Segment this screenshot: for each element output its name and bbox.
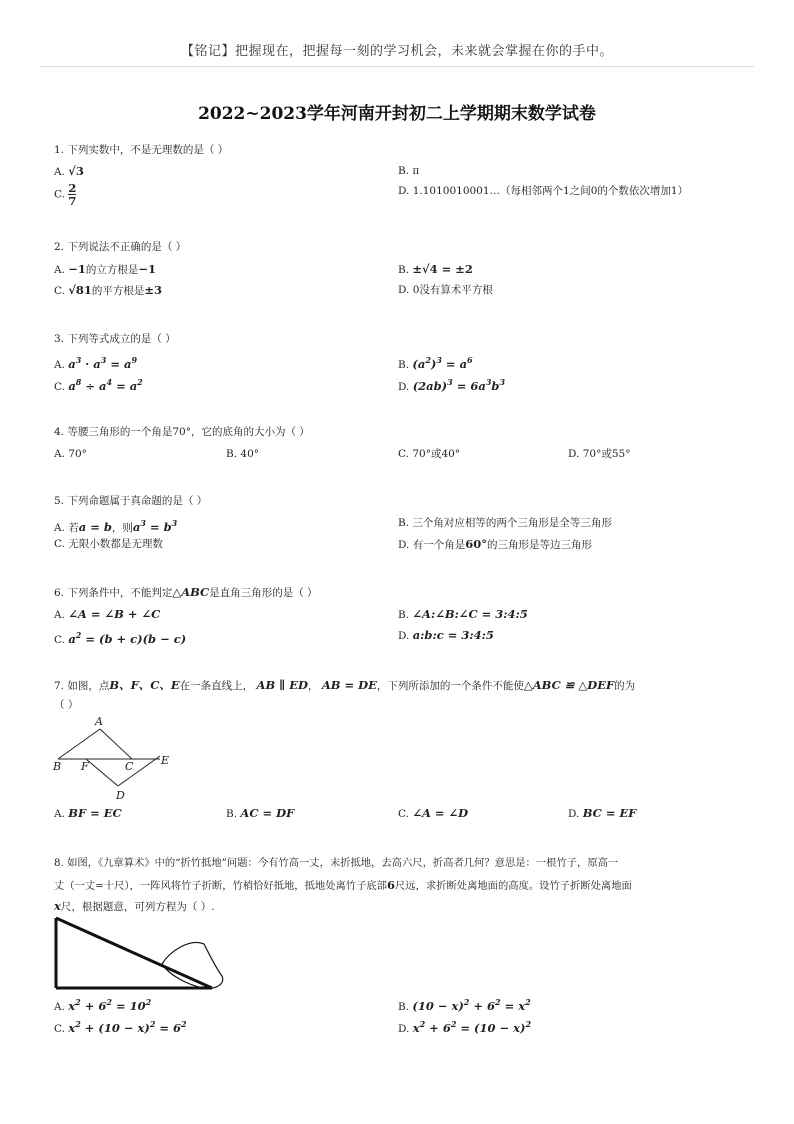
math-expr: $x^2 + 6^2 = (10 - x)^2$ xyxy=(412,1019,532,1035)
option-letter: A. xyxy=(54,166,65,178)
q8-stem-line3 xyxy=(54,897,215,917)
q5-option-a[interactable] xyxy=(54,514,177,537)
q3-stem: 3. 下列等式成立的是（ ） xyxy=(54,333,176,345)
math-expr: ±√4 = ±2 xyxy=(412,262,473,276)
math-expr: $a^2 = (b + c)(b - c)$ xyxy=(68,630,187,646)
q7-stem: 7. 如图，点B、F、C、E在一条直线上， AB ∥ ED， AB = DE，下列所添加的一个条件不能使△ABC ≌ △DEF的为 xyxy=(54,678,636,692)
q6-option-d[interactable] xyxy=(398,626,494,645)
math-expr: AB ∥ ED xyxy=(256,678,308,692)
math-expr: √81 xyxy=(68,283,92,297)
option-letter: A. xyxy=(54,609,65,621)
math-expr: $(10 - x)^2 + 6^2 = x^2$ xyxy=(412,997,531,1013)
math-expr: $a^8 \div a^4 = a^2$ xyxy=(68,377,143,393)
q7-option-d[interactable] xyxy=(568,804,636,823)
math-expr: AC = DF xyxy=(240,806,295,820)
q1-option-c[interactable] xyxy=(54,182,76,207)
stem-text: 7. 如图，点 xyxy=(54,680,110,692)
line-ac xyxy=(100,729,132,759)
q1-a-expr: √3 xyxy=(68,164,84,178)
math-expr: $(2ab)^3 = 6a^3b^3$ xyxy=(412,377,506,393)
q5-option-d[interactable] xyxy=(398,535,592,554)
stem-text: ，下列所添加的一个条件不能使 xyxy=(376,680,524,692)
q1-option-b[interactable]: B. π xyxy=(398,165,420,177)
q4-option-a[interactable]: A. 70° xyxy=(54,448,87,460)
q7-option-b[interactable] xyxy=(226,804,294,823)
option-letter: C. xyxy=(54,1022,65,1035)
q5-option-c[interactable]: C. 无限小数都是无理数 xyxy=(54,538,163,550)
option-letter: B. xyxy=(398,264,410,276)
label-b: B xyxy=(53,760,62,773)
stem-text: 尺远，求折断处离地面的高度。设竹子折断处离地面 xyxy=(395,880,632,892)
stem-text: 在一条直线上， xyxy=(179,680,254,692)
option-letter: D. xyxy=(398,630,410,642)
math-expr: $x^2 + 6^2 = 10^2$ xyxy=(68,997,152,1013)
q6-option-a[interactable] xyxy=(54,605,160,624)
math-expr: a:b:c = 3:4:5 xyxy=(412,628,494,642)
line-fd xyxy=(86,759,118,786)
option-letter: D. xyxy=(398,380,410,393)
bamboo-tip-shape xyxy=(162,942,223,988)
label-e: E xyxy=(161,754,170,767)
option-letter: A. xyxy=(54,264,65,276)
option-text: D. 有一个角是 xyxy=(398,539,466,551)
label-a: A xyxy=(95,715,103,728)
q6-option-c[interactable] xyxy=(54,626,186,649)
option-letter: C. xyxy=(54,285,65,297)
option-letter: B. xyxy=(226,808,238,820)
q2-option-a[interactable] xyxy=(54,260,156,279)
q4-option-c[interactable]: C. 70°或40° xyxy=(398,448,461,460)
header-divider xyxy=(40,66,754,67)
q4-option-b[interactable]: B. 40° xyxy=(226,448,260,460)
math-expr: ∠A = ∠D xyxy=(412,806,469,820)
stem-text: 6. 下列条件中，不能判定 xyxy=(54,587,173,599)
q6-option-b[interactable] xyxy=(398,605,528,624)
q3-option-a[interactable] xyxy=(54,351,137,374)
math-expr: 6 xyxy=(386,878,395,892)
fraction-numerator: 2 xyxy=(68,181,77,195)
q8-stem-line2 xyxy=(54,876,744,896)
math-expr: x xyxy=(54,899,61,913)
math-expr: ±3 xyxy=(144,283,163,297)
q3-option-c[interactable] xyxy=(54,373,143,396)
option-letter: C. xyxy=(398,808,409,820)
math-expr: a = b xyxy=(78,519,112,534)
math-expr: ∠A = ∠B + ∠C xyxy=(68,607,161,621)
fraction xyxy=(68,182,76,207)
option-letter: A. xyxy=(54,808,65,820)
option-letter: B. xyxy=(398,358,410,371)
q1-option-a[interactable] xyxy=(54,162,84,181)
q5-stem: 5. 下列命题属于真命题的是（ ） xyxy=(54,495,208,507)
option-text: 的三角形是等边三角形 xyxy=(487,539,592,551)
q4-option-d[interactable]: D. 70°或55° xyxy=(568,448,631,460)
math-expr: BC = EF xyxy=(582,806,637,820)
math-expr: $a^3 \cdot a^3 = a^9$ xyxy=(68,355,138,371)
math-expr: △ABC xyxy=(172,585,210,599)
q8-option-a[interactable] xyxy=(54,993,151,1016)
q1-stem: 1. 下列实数中，不是无理数的是（ ） xyxy=(54,144,229,156)
stem-text: 是直角三角形的是（ ） xyxy=(209,587,318,599)
math-expr: −1 xyxy=(68,262,86,276)
stem-text: 尺，根据题意，可列方程为（ ）. xyxy=(60,901,215,913)
label-c: C xyxy=(125,760,134,773)
option-text: 的立方根是 xyxy=(85,264,139,276)
math-expr: △ABC ≌ △DEF xyxy=(523,678,615,692)
option-text: 的平方根是 xyxy=(91,285,145,297)
option-letter: D. xyxy=(398,1022,410,1035)
q2-option-b[interactable] xyxy=(398,260,473,279)
q8-option-b[interactable] xyxy=(398,993,531,1016)
q8-option-c[interactable] xyxy=(54,1015,187,1038)
option-letter: B. xyxy=(398,609,410,621)
q2-option-d[interactable]: D. 0没有算术平方根 xyxy=(398,284,493,296)
header-motto: 【铭记】把握现在，把握每一刻的学习机会，未来就会掌握在你的手中。 xyxy=(180,44,613,59)
option-text: A. 若 xyxy=(54,521,79,534)
math-expr: ∠A:∠B:∠C = 3:4:5 xyxy=(412,607,528,621)
math-expr: AB = DE xyxy=(321,678,377,692)
math-expr: 60° xyxy=(465,537,487,551)
q8-stem-line1: 8. 如图，《九章算术》中的“折竹抵地”问题：今有竹高一丈，末折抵地，去高六尺，折高者几何？意思是：一根竹子，原高一 xyxy=(54,857,619,869)
option-letter: B. xyxy=(398,1000,410,1013)
option-letter: A. xyxy=(54,358,65,371)
q4-stem: 4. 等腰三角形的一个角是70°，它的底角的大小为（ ） xyxy=(54,426,310,438)
stem-text: 的为 xyxy=(614,680,636,692)
q3-option-b[interactable] xyxy=(398,351,473,374)
option-text: ，则 xyxy=(111,521,133,534)
q7-figure xyxy=(50,714,180,804)
math-expr: $(a^2)^3 = a^6$ xyxy=(412,355,473,371)
math-expr: $x^2 + (10 - x)^2 = 6^2$ xyxy=(68,1019,187,1035)
q3-option-d[interactable] xyxy=(398,373,505,396)
option-letter: C. xyxy=(54,188,65,201)
math-expr: $a^3 = b^3$ xyxy=(132,518,178,534)
q8-bamboo-figure xyxy=(52,916,232,996)
label-d: D xyxy=(116,789,125,802)
q1-option-d[interactable]: D. 1.1010010001…（每相邻两个1之间0的个数依次增加1） xyxy=(398,185,689,197)
q7-option-a[interactable] xyxy=(54,804,122,823)
q6-stem xyxy=(54,583,318,603)
math-expr: −1 xyxy=(138,262,157,276)
q2-stem: 2. 下列说法不正确的是（ ） xyxy=(54,241,187,253)
stem-text: 丈（一丈=十尺），一阵风将竹子折断，竹梢恰好抵地，抵地处离竹子底部 xyxy=(54,880,387,892)
q8-option-d[interactable] xyxy=(398,1015,531,1038)
page-title: 2022~2023学年河南开封初二上学期期末数学试卷 xyxy=(198,104,596,124)
option-letter: D. xyxy=(568,808,580,820)
math-expr: BF = EC xyxy=(68,806,122,820)
q2-option-c[interactable] xyxy=(54,281,162,300)
broken-top xyxy=(56,918,212,988)
math-expr: B、F、C、E xyxy=(109,678,180,692)
option-letter: C. xyxy=(54,380,65,393)
line-ab xyxy=(58,729,100,759)
fraction-denominator: 7 xyxy=(68,194,77,208)
option-letter: C. xyxy=(54,633,65,646)
label-f: F xyxy=(81,760,89,773)
option-letter: A. xyxy=(54,1000,65,1013)
q7-stem-blank: （ ） xyxy=(54,699,79,711)
q7-option-c[interactable] xyxy=(398,804,468,823)
q5-option-b[interactable]: B. 三个角对应相等的两个三角形是全等三角形 xyxy=(398,517,612,529)
